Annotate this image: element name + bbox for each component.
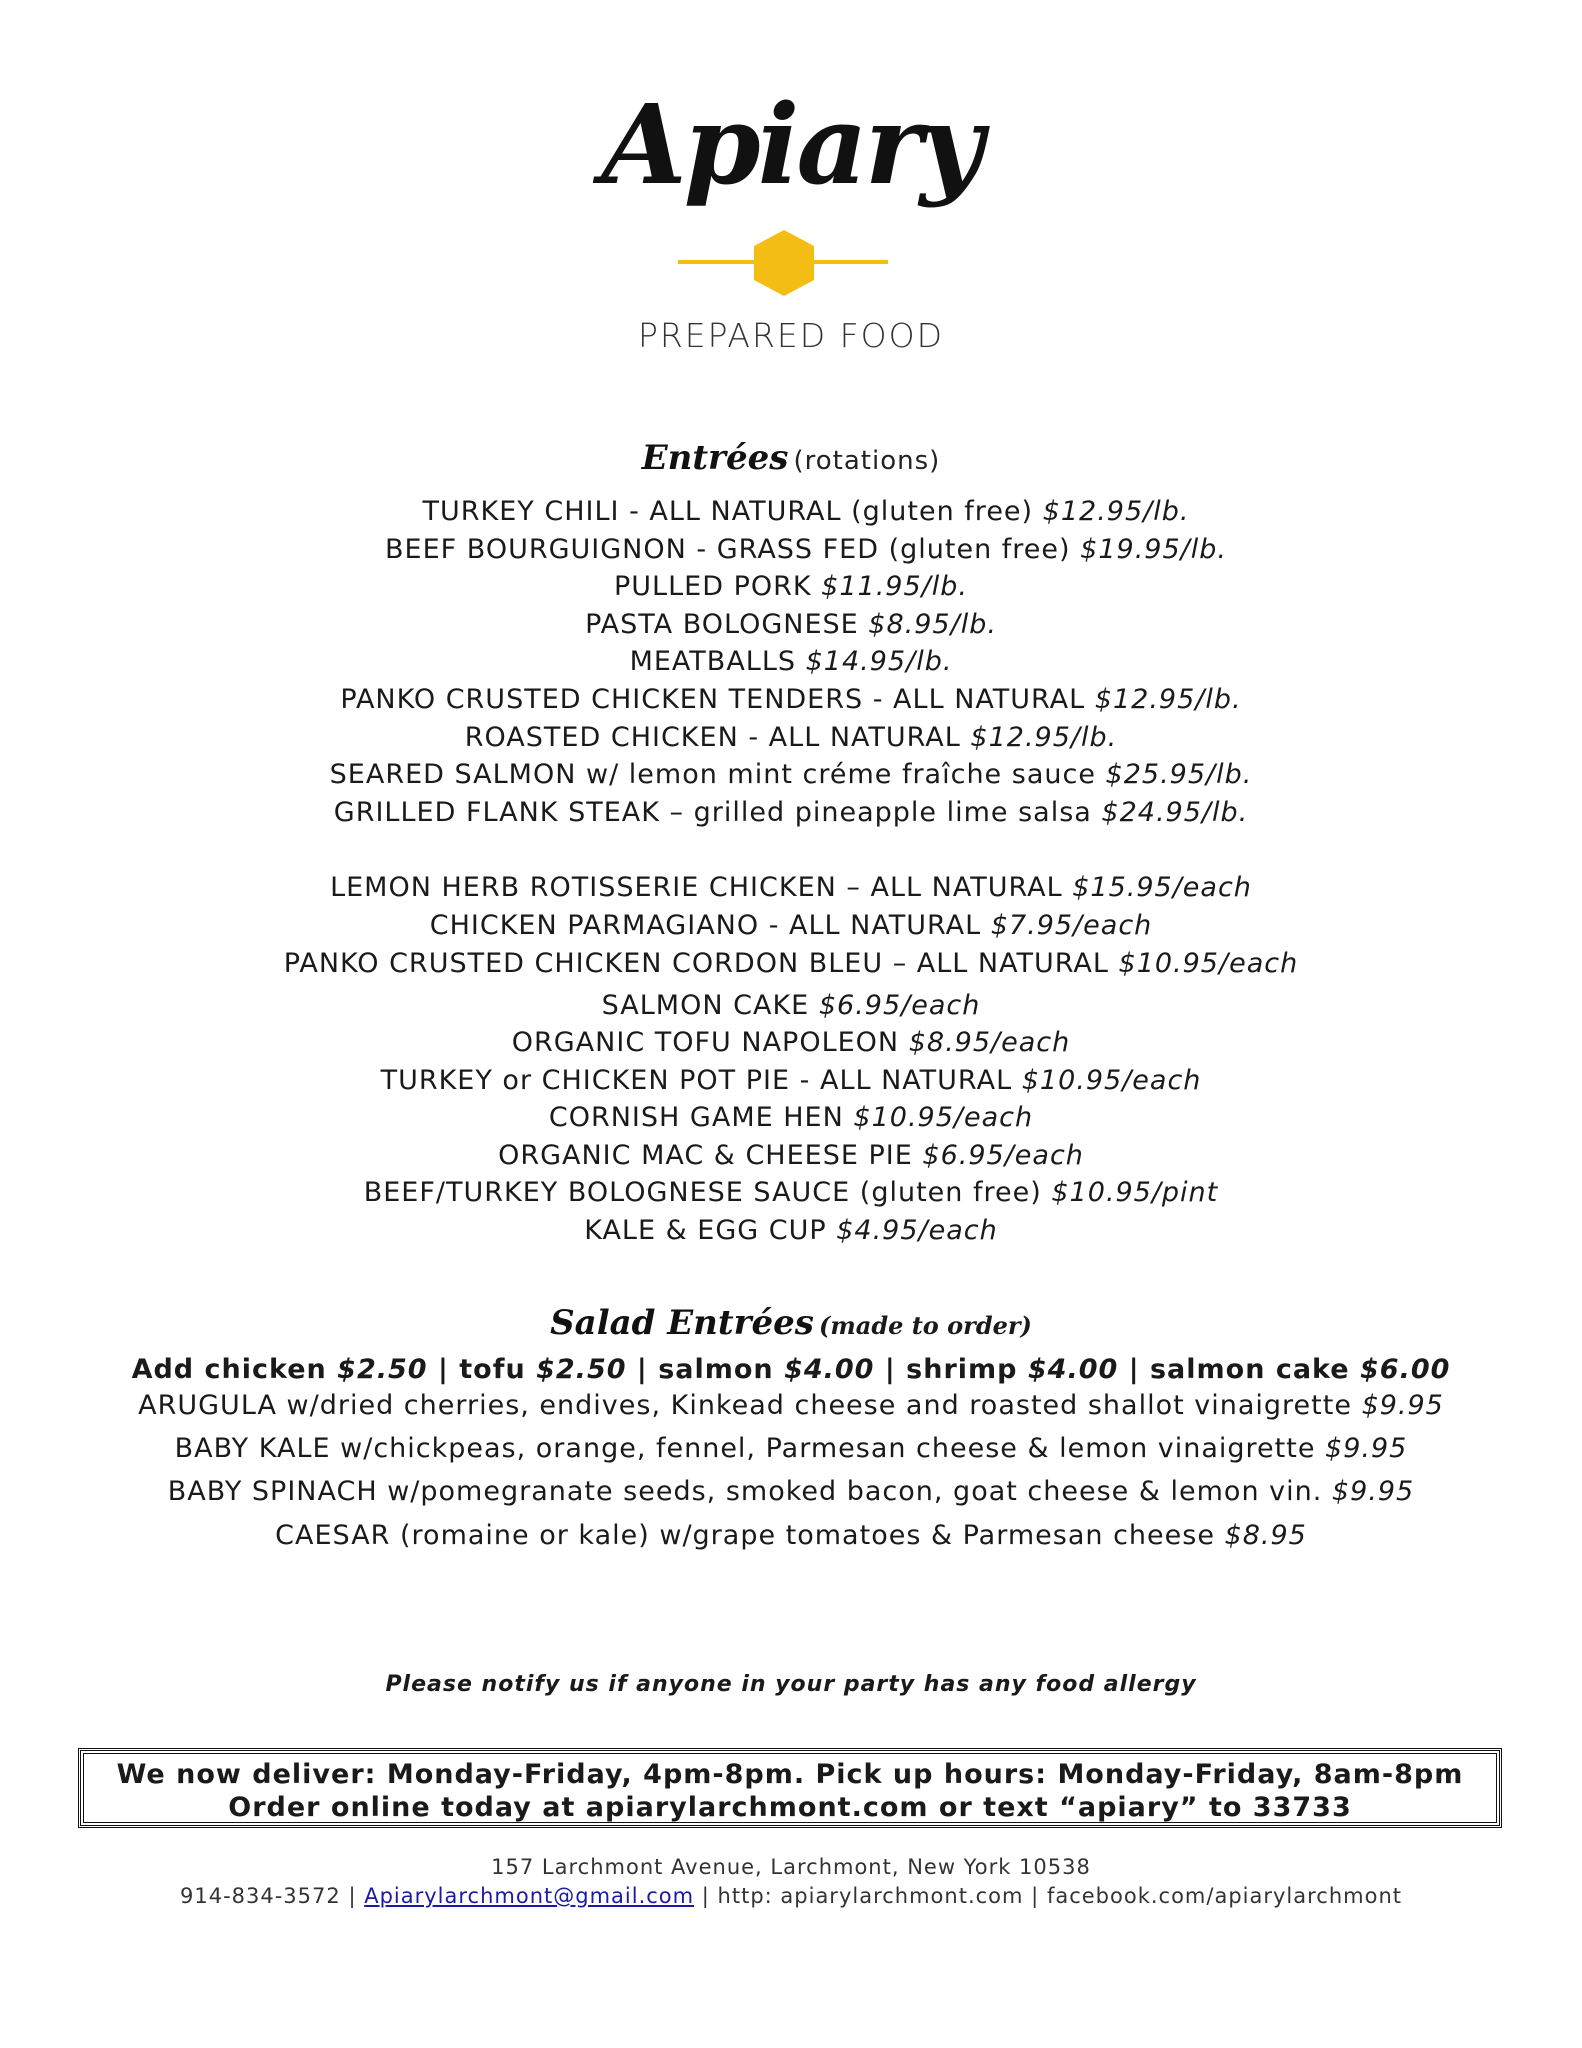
menu-item-name: PULLED PORK: [614, 571, 812, 602]
menu-item-price: $10.95/each: [1021, 1065, 1202, 1096]
menu-item-price: $8.95/lb.: [868, 609, 997, 640]
delivery-hours: We now deliver: Monday-Friday, 4pm-8pm. Pick up hours: Monday-Friday, 8am-8pm: [116, 1759, 1464, 1790]
menu-item: [0, 797, 1582, 828]
page-subtitle: PREPARED FOOD: [637, 316, 945, 355]
menu-item-price: $4.95/each: [836, 1215, 998, 1246]
addon-separator: |: [884, 1354, 896, 1385]
salads-note: (made to order): [819, 1311, 1032, 1340]
order-online-info: Order online today at apiarylarchmont.com or text “apiary” to 33733: [228, 1792, 1352, 1823]
menu-item-name: TURKEY or CHICKEN POT PIE - ALL NATURAL: [380, 1065, 1013, 1096]
menu-item-name: ORGANIC TOFU NAPOLEON: [511, 1027, 900, 1058]
menu-item-name: ORGANIC MAC & CHEESE PIE: [498, 1140, 913, 1171]
menu-item-name: SALMON CAKE: [601, 990, 810, 1021]
menu-item: [0, 571, 1582, 602]
addon-separator: |: [1128, 1354, 1140, 1385]
menu-item-price: $12.95/lb.: [1094, 684, 1242, 715]
menu-item-name: KALE & EGG CUP: [584, 1215, 827, 1246]
menu-item: [0, 684, 1582, 715]
menu-item-price: $14.95/lb.: [805, 646, 953, 677]
addon-separator: |: [636, 1354, 648, 1385]
menu-item-price: $7.95/each: [990, 910, 1153, 941]
salad-item-price: $9.95: [1361, 1390, 1444, 1421]
menu-item-name: LEMON HERB ROTISSERIE CHICKEN – ALL NATURAL: [330, 872, 1063, 903]
menu-item: [0, 872, 1582, 903]
menu-item-name: CHICKEN PARMAGIANO - ALL NATURAL: [429, 910, 982, 941]
salad-item-name: CAESAR (romaine or kale) w/grape tomatoes & Parmesan cheese: [275, 1520, 1215, 1551]
menu-item: [0, 646, 1582, 677]
salad-item-name: BABY SPINACH w/pomegranate seeds, smoked bacon, goat cheese & lemon vin.: [167, 1476, 1323, 1507]
footer-email-link[interactable]: Apiarylarchmont@gmail.com: [364, 1884, 695, 1908]
addon-name: shrimp: [906, 1354, 1018, 1385]
menu-item-price: $19.95/lb.: [1080, 534, 1227, 565]
salad-item-name: BABY KALE w/chickpeas, orange, fennel, Parmesan cheese & lemon vinaigrette: [174, 1433, 1316, 1464]
menu-item: [0, 1102, 1582, 1133]
footer-facebook[interactable]: facebook.com/apiarylarchmont: [1046, 1884, 1402, 1908]
addon-name: salmon: [658, 1354, 774, 1385]
menu-item: [0, 722, 1582, 753]
salad-addons: [0, 1354, 1582, 1385]
menu-item: [0, 1027, 1582, 1058]
footer-phone: 914-834-3572: [179, 1884, 341, 1908]
menu-item-price: $15.95/each: [1072, 872, 1252, 903]
menu-item-name: PANKO CRUSTED CHICKEN TENDERS - ALL NATURAL: [340, 684, 1086, 715]
salad-item: [0, 1520, 1582, 1551]
menu-item-name: PASTA BOLOGNESE: [585, 609, 859, 640]
menu-item-price: $10.95/each: [1118, 948, 1299, 979]
menu-item-name: TURKEY CHILI - ALL NATURAL (gluten free): [422, 496, 1034, 527]
delivery-info-box: [78, 1748, 1502, 1828]
menu-item: [0, 759, 1582, 790]
addon-price: $2.50: [536, 1354, 627, 1385]
salads-title: Salad Entrées: [550, 1303, 814, 1343]
addon-price: $4.00: [784, 1354, 875, 1385]
salad-item: [0, 1433, 1582, 1464]
menu-item: [0, 1140, 1582, 1171]
salad-item-price: $9.95: [1325, 1433, 1408, 1464]
menu-item-name: ROASTED CHICKEN - ALL NATURAL: [464, 722, 961, 753]
menu-item-price: $11.95/lb.: [821, 571, 968, 602]
menu-item-name: GRILLED FLANK STEAK – grilled pineapple lime salsa: [333, 797, 1092, 828]
addon-price: $2.50: [337, 1354, 428, 1385]
menu-item-name: BEEF/TURKEY BOLOGNESE SAUCE (gluten free): [363, 1177, 1042, 1208]
addon-price: $4.00: [1027, 1354, 1119, 1385]
menu-item-price: $12.95/lb.: [1042, 496, 1190, 527]
entrees-note: (rotations): [793, 446, 941, 476]
menu-item: [0, 1177, 1582, 1208]
salad-item: [0, 1476, 1582, 1507]
salad-item: [0, 1390, 1582, 1421]
salad-item-name: ARUGULA w/dried cherries, endives, Kinkead cheese and roasted shallot vinaigrette: [138, 1390, 1352, 1421]
footer-website[interactable]: http: apiarylarchmont.com: [717, 1884, 1024, 1908]
menu-item: [0, 1065, 1582, 1096]
menu-item-name: BEEF BOURGUIGNON - GRASS FED (gluten free): [385, 534, 1071, 565]
footer-address: 157 Larchmont Avenue, Larchmont, New York 10538: [491, 1855, 1091, 1879]
menu-item-price: $10.95/each: [853, 1102, 1034, 1133]
honeycomb-hexagon-icon: [752, 228, 816, 298]
menu-item-price: $10.95/pint: [1051, 1177, 1219, 1208]
menu-item: [0, 990, 1582, 1021]
menu-item-price: $25.95/lb.: [1105, 759, 1253, 790]
menu-item: [0, 948, 1582, 979]
menu-item-price: $6.95/each: [922, 1140, 1084, 1171]
menu-item-price: $6.95/each: [818, 990, 981, 1021]
footer-separator: |: [701, 1884, 710, 1908]
menu-item-name: MEATBALLS: [629, 646, 797, 677]
logo-ornament: [0, 228, 1582, 298]
addon-name: salmon cake: [1149, 1354, 1350, 1385]
entrees-heading: [0, 438, 1582, 478]
menu-item-price: $8.95/each: [908, 1027, 1071, 1058]
addon-price: $6.00: [1360, 1354, 1451, 1385]
menu-item: [0, 534, 1582, 565]
addon-separator: |: [437, 1354, 449, 1385]
menu-item: [0, 496, 1582, 527]
addon-name: tofu: [459, 1354, 526, 1385]
brand-logo: Apiary: [601, 80, 981, 209]
menu-item-price: $24.95/lb.: [1101, 797, 1249, 828]
menu-item-name: PANKO CRUSTED CHICKEN CORDON BLEU – ALL NATURAL: [283, 948, 1109, 979]
allergy-notice: Please notify us if anyone in your party has any food allergy: [385, 1672, 1197, 1697]
footer-separator: |: [348, 1884, 357, 1908]
menu-item-name: SEARED SALMON w/ lemon mint créme fraîche sauce: [329, 759, 1096, 790]
addon-name: Add chicken: [131, 1354, 327, 1385]
ornament-line-right: [810, 260, 888, 264]
menu-item-name: CORNISH GAME HEN: [548, 1102, 844, 1133]
salad-item-price: $9.95: [1331, 1476, 1415, 1507]
ornament-line-left: [678, 260, 756, 264]
entrees-title: Entrées: [641, 438, 789, 478]
footer-separator: |: [1031, 1884, 1040, 1908]
menu-item-price: $12.95/lb.: [970, 722, 1118, 753]
menu-item: [0, 1215, 1582, 1246]
menu-item: [0, 910, 1582, 941]
salad-item-price: $8.95: [1224, 1520, 1307, 1551]
footer-contact: [0, 1884, 1582, 1908]
salads-heading: [0, 1303, 1582, 1343]
menu-item: [0, 609, 1582, 640]
